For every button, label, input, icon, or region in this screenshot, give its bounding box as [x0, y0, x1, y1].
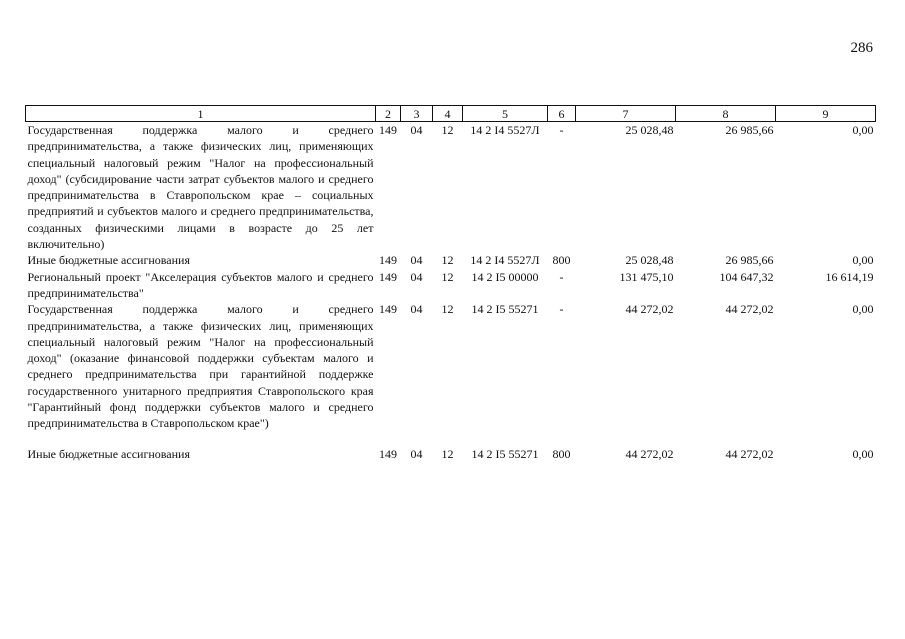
spacer-row	[26, 432, 876, 446]
row-name: Государственная поддержка малого и среднего предпринимательства, а также физических лиц, применяющих специальный налоговый режим "Налог на профессиональный доход" (оказание финансовой поддержки субъектам малого и среднего предпринимательства при гарантийной поддержке государственного унитарного предприятия Ставропольского края "Гарантийный фонд поддержки субъектов малого и среднего предпринимательства в Ставропольском крае")	[27, 302, 374, 431]
row-name: Иные бюджетные ассигнования	[27, 446, 190, 461]
row-col2: 149	[379, 253, 397, 268]
row-col7: 25 028,48	[625, 123, 674, 137]
row-name: Региональный проект "Акселерация субъектов малого и среднего предпринимательства"	[27, 269, 374, 300]
row-col3: 04	[410, 123, 423, 137]
row-col5: 14 2 I5 00000	[471, 269, 539, 284]
header-col-6: 6	[548, 106, 576, 122]
row-col4: 12	[441, 253, 454, 268]
table-row	[26, 122, 876, 253]
header-col-3: 3	[401, 106, 433, 122]
row-col8: 44 272,02	[725, 446, 774, 461]
row-col9: 0,00	[852, 253, 874, 268]
row-col3: 04	[410, 302, 423, 317]
header-col-5: 5	[463, 106, 548, 122]
row-col3: 04	[410, 269, 423, 284]
row-col2: 149	[379, 269, 397, 284]
header-col-1: 1	[26, 106, 376, 122]
row-col6: 800	[552, 253, 571, 268]
row-col7: 25 028,48	[625, 253, 674, 268]
row-col2: 149	[379, 302, 397, 317]
row-col2: 149	[379, 446, 397, 461]
table-row	[26, 301, 876, 431]
row-col3: 04	[410, 446, 423, 461]
table-row	[26, 252, 876, 268]
row-col9: 0,00	[852, 446, 874, 461]
row-col7: 44 272,02	[625, 446, 674, 461]
row-col6: -	[559, 302, 564, 317]
row-col3: 04	[410, 253, 423, 268]
row-col5: 14 2 I4 5527Л	[470, 253, 540, 268]
row-col8: 26 985,66	[725, 253, 774, 268]
table-row	[26, 269, 876, 302]
header-col-2: 2	[376, 106, 401, 122]
row-col5: 14 2 I4 5527Л	[470, 123, 540, 137]
spacer-cell	[26, 432, 876, 446]
table-row	[26, 446, 876, 462]
row-col6: 800	[552, 446, 571, 461]
row-col8: 104 647,32	[719, 269, 774, 284]
row-col4: 12	[441, 269, 454, 284]
row-name: Государственная поддержка малого и среднего предпринимательства, а также физических лиц, применяющих специальный налоговый режим "Налог на профессиональный доход" (субсидирование части затрат субъектов малого и среднего предпринимательства в Ставропольском крае – социальных предприятий и субъектов малого и среднего предпринимательства, созданных физическими лицами в возрасте до 25 лет включительно)	[27, 123, 374, 252]
row-col5: 14 2 I5 55271	[471, 302, 539, 317]
header-col-4: 4	[433, 106, 463, 122]
row-col9: 16 614,19	[825, 269, 874, 284]
row-col7: 44 272,02	[625, 302, 674, 317]
row-col7: 131 475,10	[619, 269, 674, 284]
header-row	[26, 106, 876, 122]
row-col4: 12	[441, 123, 454, 137]
row-col8: 44 272,02	[725, 302, 774, 317]
row-col4: 12	[441, 446, 454, 461]
row-col6: -	[559, 123, 564, 137]
row-col4: 12	[441, 302, 454, 317]
header-col-8: 8	[676, 106, 776, 122]
page-number: 286	[850, 40, 873, 56]
row-col9: 0,00	[852, 123, 874, 137]
header-col-9: 9	[776, 106, 876, 122]
row-col2: 149	[379, 123, 397, 137]
header-col-7: 7	[576, 106, 676, 122]
row-col8: 26 985,66	[725, 123, 774, 137]
row-col9: 0,00	[852, 302, 874, 317]
row-name: Иные бюджетные ассигнования	[27, 253, 190, 268]
row-col5: 14 2 I5 55271	[471, 446, 539, 461]
budget-table	[25, 105, 876, 462]
row-col6: -	[559, 269, 564, 284]
